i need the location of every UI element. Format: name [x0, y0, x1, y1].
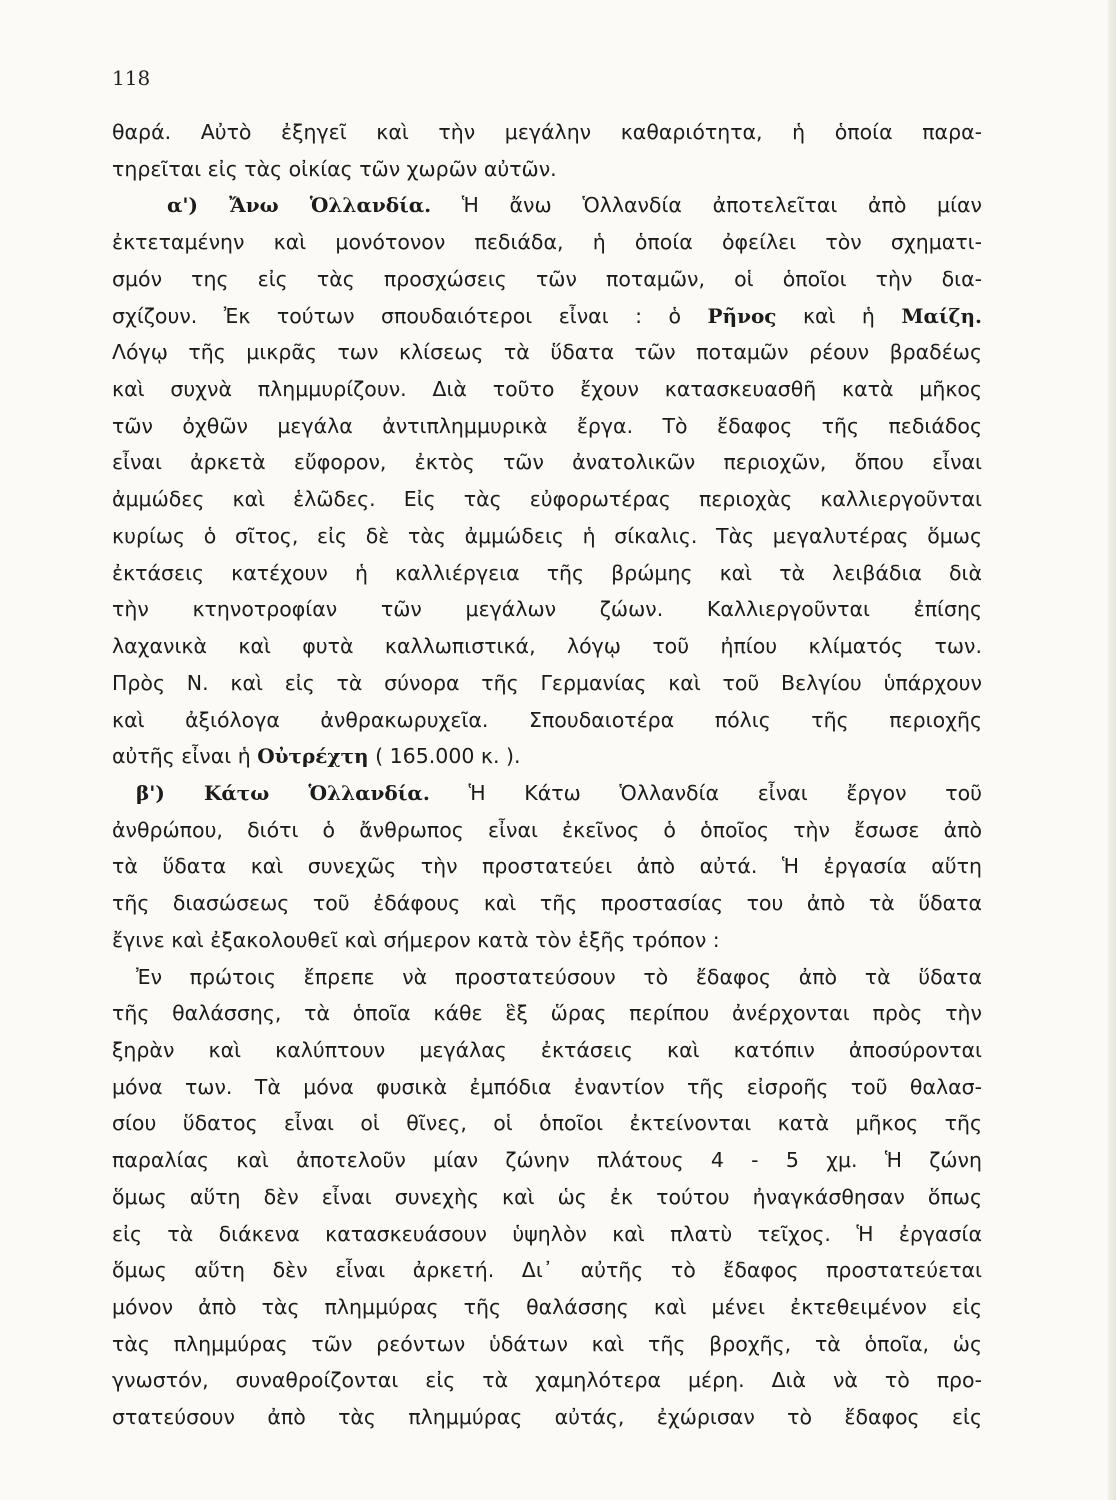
text-line: τὴν κτηνοτροφίαν τῶν μεγάλων ζώων. Καλλιεργοῦνται ἐπίσης [112, 597, 982, 622]
text-line: μόνα των. Τὰ μόνα φυσικὰ ἐμπόδια ἐναντίον τῆς εἰσροῆς τοῦ θαλασ- [112, 1074, 982, 1099]
text-line: ὅμως αὕτη δὲν εἶναι συνεχὴς καὶ ὡς ἐκ τούτου ἠναγκάσθησαν ὅπως [112, 1184, 982, 1209]
text-line: μόνον ἀπὸ τὰς πλημμύρας τῆς θαλάσσης καὶ μένει ἐκτεθειμένον εἰς [112, 1295, 982, 1319]
page-edge-shadow [1108, 0, 1116, 1500]
utrecht-population: ( 165.000 κ. ). [375, 744, 521, 769]
text-line: Ἐν πρώτοις ἔπρεπε νὰ προστατεύσουν τὸ ἔδαφος ἀπὸ τὰ ὕδατα [136, 964, 982, 989]
section-heading-kato: β') Κάτω Ὁλλανδία. [136, 780, 430, 805]
text-line: σμόν της εἰς τὰς προσχώσεις τῶν ποταμῶν, οἱ ὁποῖοι τὴν δια- [112, 266, 982, 291]
text-line: καὶ ἀξιόλογα ἀνθρακωρυχεῖα. Σπουδαιοτέρα πόλις τῆς περιοχῆς [112, 707, 982, 732]
text-span: Ἡ ἄνω Ὁλλανδία ἀποτελεῖται ἀπὸ μίαν [461, 193, 982, 218]
text-line-utrecht [112, 738, 982, 775]
text-line: τὰ ὕδατα καὶ συνεχῶς τὴν προστατεύει ἀπὸ αὐτά. Ἡ ἐργασία αὕτη [112, 854, 982, 879]
text-span: καὶ ἡ [802, 303, 875, 328]
text-span: Ἡ Κάτω Ὁλλανδία εἶναι ἔργον τοῦ [468, 780, 982, 805]
text-line: τῆς θαλάσσης, τὰ ὁποῖα κάθε ἓξ ὥρας περίπου ἀνέρχονται πρὸς τὴν [112, 1001, 982, 1026]
text-line: τῆς διασώσεως τοῦ ἐδάφους καὶ τῆς προστασίας του ἀπὸ τὰ ὕδατα [112, 891, 982, 916]
text-line: ἐκτεταμένην καὶ μονότονον πεδιάδα, ἡ ὁποία ὀφείλει τὸν σχηματι- [112, 230, 982, 255]
section-heading-ano: α') Ἄνω Ὁλλανδία. [167, 193, 432, 218]
city-utrecht: Οὐτρέχτη [257, 744, 369, 769]
text-line: ἔγινε καὶ ἐξακολουθεῖ καὶ σήμερον κατὰ τὸν ἑξῆς τρόπον : [112, 927, 720, 952]
text-line: Λόγῳ τῆς μικρᾶς των κλίσεως τὰ ὕδατα τῶν ποταμῶν ρέουν βραδέως [112, 340, 982, 365]
text-line: ἀμμώδες καὶ ἑλῶδες. Εἰς τὰς εὐφορωτέρας περιοχὰς καλλιεργοῦνται [112, 487, 982, 512]
text-line: ἐκτάσεις κατέχουν ἡ καλλιέργεια τῆς βρώμης καὶ τὰ λειβάδια διὰ [112, 560, 982, 585]
text-line-rivers [112, 298, 982, 335]
text-line: ἀνθρώπου, διότι ὁ ἄνθρωπος εἶναι ἐκεῖνος ὁ ὁποῖος τὴν ἔσωσε ἀπὸ [112, 817, 982, 842]
text-line: κυρίως ὁ σῖτος, εἰς δὲ τὰς ἀμμώδεις ἡ σίκαλις. Τὰς μεγαλυτέρας ὅμως [112, 523, 982, 548]
text-line: στατεύσουν ἀπὸ τὰς πλημμύρας αὐτάς, ἐχώρισαν τὸ ἔδαφος εἰς [112, 1405, 982, 1430]
body-text [112, 114, 982, 1436]
text-line: τῶν ὀχθῶν μεγάλα ἀντιπλημμυρικὰ ἔργα. Τὸ ἔδαφος τῆς πεδιάδος [112, 413, 982, 438]
section-heading-line [112, 775, 982, 812]
river-rhine: Ρῆνος [707, 303, 777, 328]
text-line: τηρεῖται εἰς τὰς οἰκίας τῶν χωρῶν αὐτῶν. [112, 156, 557, 181]
text-line: ξηρὰν καὶ καλύπτουν μεγάλας ἐκτάσεις καὶ κατόπιν ἀποσύρονται [112, 1037, 982, 1062]
text-line: εἶναι ἀρκετὰ εὔφορον, ἐκτὸς τῶν ἀνατολικῶν περιοχῶν, ὅπου εἶναι [112, 450, 982, 475]
text-span: αὐτῆς εἶναι ἡ [112, 744, 251, 769]
page-number: 118 [112, 66, 151, 90]
text-line: καὶ συχνὰ πλημμυρίζουν. Διὰ τοῦτο ἔχουν κατασκευασθῆ κατὰ μῆκος [112, 377, 982, 402]
text-line: Πρὸς Ν. καὶ εἰς τὰ σύνορα τῆς Γερμανίας καὶ τοῦ Βελγίου ὑπάρχουν [112, 670, 982, 695]
section-heading-line [112, 187, 982, 224]
text-line: τὰς πλημμύρας τῶν ρεόντων ὑδάτων καὶ τῆς βροχῆς, τὰ ὁποῖα, ὡς [112, 1331, 982, 1356]
text-line: εἰς τὰ διάκενα κατασκευάσουν ὑψηλὸν καὶ πλατὺ τεῖχος. Ἡ ἐργασία [112, 1221, 982, 1246]
text-line: σίου ὕδατος εἶναι οἱ θῖνες, οἱ ὁποῖοι ἐκτείνονται κατὰ μῆκος τῆς [112, 1111, 982, 1136]
text-line: γνωστόν, συναθροίζονται εἰς τὰ χαμηλότερα μέρη. Διὰ νὰ τὸ προ- [112, 1368, 982, 1393]
text-span: σχίζουν. Ἐκ τούτων σπουδαιότεροι εἶναι : ὁ [112, 303, 682, 328]
text-line: θαρά. Αὐτὸ ἐξηγεῖ καὶ τὴν μεγάλην καθαριότητα, ἡ ὁποία παρα- [112, 120, 982, 144]
river-maas: Μαίζη. [901, 303, 982, 328]
text-line: παραλίας καὶ ἀποτελοῦν μίαν ζώνην πλάτους 4 - 5 χμ. Ἡ ζώνη [112, 1148, 982, 1173]
text-line: ὅμως αὕτη δὲν εἶναι ἀρκετή. Δι᾽ αὐτῆς τὸ ἔδαφος προστατεύεται [112, 1258, 982, 1283]
text-line: λαχανικὰ καὶ φυτὰ καλλωπιστικά, λόγῳ τοῦ ἠπίου κλίματός των. [112, 634, 982, 659]
